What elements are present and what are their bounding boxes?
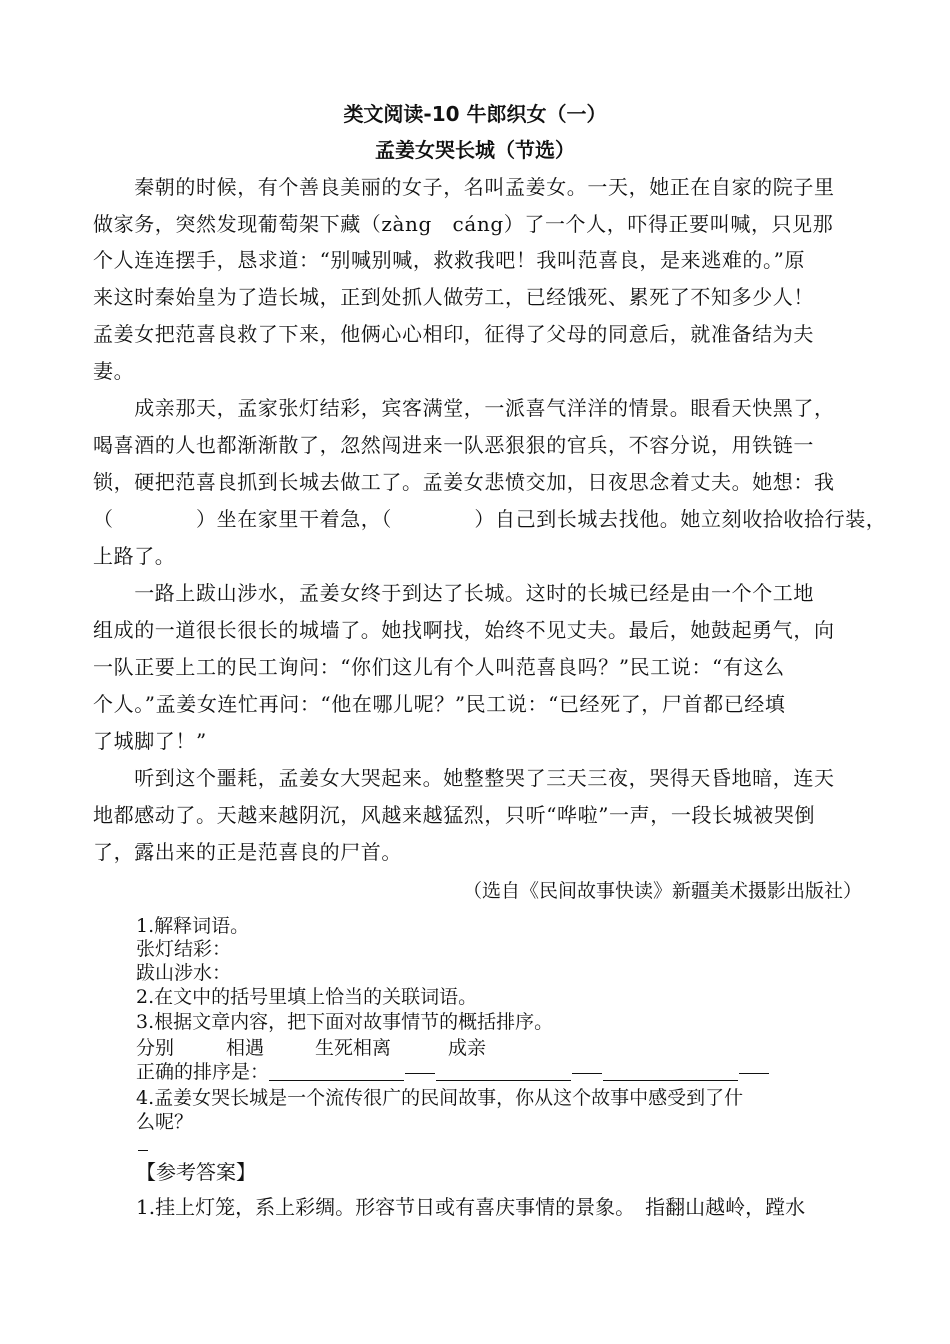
passage-line: 一路上跋山涉水，孟姜女终于到达了长城。这时的长城已经是由一个个工地 xyxy=(93,581,814,605)
order-blank-3[interactable] xyxy=(603,1062,738,1081)
question-2: 2.在文中的括号里填上恰当的关联词语。 xyxy=(136,986,478,1008)
plot-option: 生死相离 xyxy=(315,1037,392,1059)
passage-title: 孟姜女哭长城（节选） xyxy=(375,138,575,162)
passage-line: 地都感动了。天越来越阴沉，风越来越猛烈，只听“哗啦”一声，一段长城被哭倒 xyxy=(93,803,816,827)
order-label: 正确的排序是： xyxy=(136,1061,270,1083)
plot-option: 成亲 xyxy=(448,1037,487,1059)
question-4-continued: 么呢？ xyxy=(136,1111,194,1133)
passage-line: 妻。 xyxy=(93,359,135,383)
passage-line: 个人。”孟姜女连忙再问：“他在哪儿呢？”民工说：“已经死了，尸首都已经填 xyxy=(93,692,786,716)
source-citation: （选自《民间故事快读》新疆美术摄影出版社） xyxy=(462,880,862,902)
passage-line: 一队正要上工的民工询问：“你们这儿有个人叫范喜良吗？”民工说：“有这么 xyxy=(93,655,785,679)
order-separator xyxy=(739,1073,769,1074)
order-separator xyxy=(405,1073,435,1074)
question-4: 4.孟姜女哭长城是一个流传很广的民间故事，你从这个故事中感受到了什 xyxy=(136,1087,744,1109)
answer-line-mark xyxy=(138,1150,148,1151)
passage-line: 组成的一道很长很长的城墙了。她找啊找，始终不见丈夫。最后，她鼓起勇气，向 xyxy=(93,618,835,642)
answer-1: 1.挂上灯笼，系上彩绸。形容节日或有喜庆事情的景象。 指翻山越岭，蹚水 xyxy=(136,1195,806,1219)
passage-line: 了，露出来的正是范喜良的尸首。 xyxy=(93,840,402,864)
plot-option: 分别 xyxy=(136,1037,175,1059)
passage-line: 成亲那天，孟家张灯结彩，宾客满堂，一派喜气洋洋的情景。眼看天快黑了， xyxy=(93,396,835,420)
order-blank-2[interactable] xyxy=(436,1062,571,1081)
passage-line: 了城脚了！” xyxy=(93,729,207,753)
question-1: 1.解释词语。 xyxy=(136,915,250,937)
passage-line: 做家务，突然发现葡萄架下藏（zàng cáng）了一个人，吓得正要叫喊，只见那 xyxy=(93,212,834,236)
passage-line: 秦朝的时候，有个善良美丽的女子，名叫孟姜女。一天，她正在自家的院子里 xyxy=(93,175,835,199)
passage-line: 孟姜女把范喜良救了下来，他俩心心相印，征得了父母的同意后，就准备结为夫 xyxy=(93,322,814,346)
question-1-word-1: 张灯结彩： xyxy=(136,938,232,960)
question-1-word-2: 跋山涉水： xyxy=(136,962,232,984)
passage-line: 上路了。 xyxy=(93,544,176,568)
passage-line: （ ）坐在家里干着急，（ ）自己到长城去找他。她立刻收拾收拾行装， xyxy=(93,507,887,531)
passage-line: 个人连连摆手，恳求道：“别喊别喊，救救我吧！我叫范喜良，是来逃难的。”原 xyxy=(93,248,806,272)
passage-line: 听到这个噩耗，孟姜女大哭起来。她整整哭了三天三夜，哭得天昏地暗，连天 xyxy=(93,766,835,790)
answers-heading: 【参考答案】 xyxy=(136,1160,256,1184)
passage-line: 锁，硬把范喜良抓到长城去做工了。孟姜女悲愤交加，日夜思念着丈夫。她想：我 xyxy=(93,470,835,494)
passage-line: 来这时秦始皇为了造长城，正到处抓人做劳工，已经饿死、累死了不知多少人！ xyxy=(93,285,814,309)
order-blank-1[interactable] xyxy=(269,1062,404,1081)
order-separator xyxy=(572,1073,602,1074)
page-title: 类文阅读-10 牛郎织女（一） xyxy=(343,102,607,126)
order-answer-row xyxy=(136,1060,770,1084)
question-3: 3.根据文章内容，把下面对故事情节的概括排序。 xyxy=(136,1011,554,1033)
plot-option: 相遇 xyxy=(226,1037,265,1059)
passage-line: 喝喜酒的人也都渐渐散了，忽然闯进来一队恶狠狠的官兵，不容分说，用铁链一 xyxy=(93,433,814,457)
